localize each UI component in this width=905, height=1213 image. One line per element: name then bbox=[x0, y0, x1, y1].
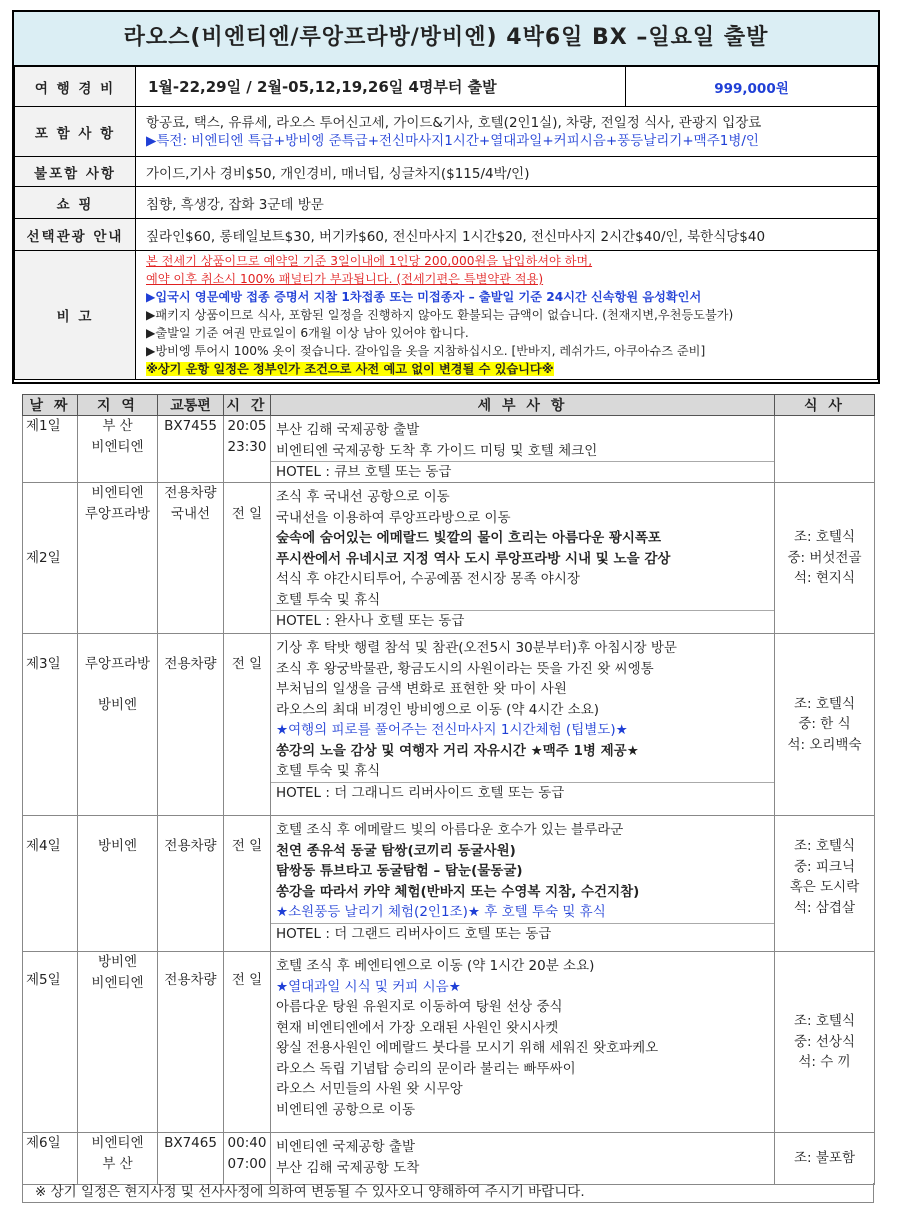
col-region: 지 역 bbox=[78, 395, 158, 416]
detail-line: 비엔티엔 공항으로 이동 bbox=[276, 1101, 415, 1118]
region: 루앙프라방 bbox=[84, 505, 151, 522]
travel-dates: 1월-22,29일 / 2월-05,12,19,26일 4명부터 출발 bbox=[136, 67, 626, 107]
col-date: 날 짜 bbox=[23, 395, 78, 416]
region: 방비엔 bbox=[97, 696, 138, 713]
detail-line: 기상 후 탁밧 행렬 참석 및 참관(오전5시 30분부터)후 아침시장 방문 bbox=[276, 640, 677, 656]
detail-line: ★여행의 피로를 풀어주는 전신마사지 1시간체험 (팁별도)★ bbox=[276, 722, 628, 738]
day-row bbox=[23, 816, 875, 952]
incl-label: 포 함 사 항 bbox=[15, 107, 136, 157]
transport: 국내선 bbox=[170, 505, 211, 522]
transport: 전용차량 bbox=[164, 485, 217, 501]
meal: 중: 피크닉 bbox=[793, 858, 855, 875]
meal: 중: 한 식 bbox=[798, 716, 851, 733]
day-row bbox=[23, 1133, 875, 1185]
detail-line: 호텔 투숙 및 휴식 bbox=[276, 591, 381, 608]
day-label: 제3일 bbox=[23, 634, 78, 816]
day-label: 제4일 bbox=[23, 816, 78, 952]
detail-line: 부산 김해 국제공항 출발 bbox=[276, 422, 420, 438]
hotel: HOTEL : 완사나 호텔 또는 동급 bbox=[271, 610, 774, 631]
info-box bbox=[12, 10, 880, 384]
detail-line: 왕실 전용사원인 에메랄드 붓다를 모시기 위해 세워진 왓호파케오 bbox=[276, 1040, 659, 1056]
opt-items: 짚라인$60, 롱테일보트$30, 버기카$60, 전신마사지 1시간$20, 전신마사지 2시간$40/인, 북한식당$40 bbox=[136, 219, 878, 251]
col-meal: 식 사 bbox=[775, 395, 875, 416]
meal: 석: 삼겹살 bbox=[793, 899, 855, 916]
meal: 혹은 도시락 bbox=[789, 879, 860, 895]
region: 비엔티엔 bbox=[91, 974, 144, 991]
transport: 전용차량 bbox=[158, 634, 224, 816]
detail-line: 국내선을 이용하여 루앙프라방으로 이동 bbox=[276, 509, 511, 526]
remark-change: ※상기 운항 일정은 정부인가 조건으로 사전 예고 없이 변경될 수 있습니다※ bbox=[146, 362, 554, 376]
footer-note: ※ 상기 일정은 현지사정 및 선사사정에 의하여 변동될 수 있사오니 양해하여 주시기 바랍니다. bbox=[22, 1183, 874, 1203]
remark-refund: ▶패키지 상품이므로 식사, 포함된 일정을 진행하지 않아도 환불되는 금액이 없습니다. (천재지변,우천등도불가) bbox=[146, 308, 734, 322]
col-time: 시 간 bbox=[224, 395, 271, 416]
meal: 석: 수 끼 bbox=[798, 1054, 851, 1071]
meal: 석: 오리백숙 bbox=[787, 736, 862, 753]
region: 부 산 bbox=[102, 418, 133, 434]
region: 방비엔 bbox=[97, 954, 138, 970]
detail-line: 호텔 조식 후 에메랄드 빛의 아름다운 호수가 있는 블루라군 bbox=[276, 822, 624, 838]
detail-line: 천연 종유석 동굴 탐쌍(코끼리 동굴사원) bbox=[276, 842, 516, 859]
time: 00:40 bbox=[227, 1135, 267, 1151]
info-table bbox=[14, 66, 878, 380]
meal: 중: 선상식 bbox=[793, 1033, 855, 1050]
remark-covid: ▶입국시 영문예방 접종 증명서 지참 1차접종 또는 미접종자 – 출발일 기준 24시간 신속항원 음성확인서 bbox=[146, 290, 702, 304]
time: 07:00 bbox=[227, 1155, 267, 1172]
day-label: 제2일 bbox=[23, 483, 78, 634]
region: 부 산 bbox=[102, 1155, 133, 1172]
page-title: 라오스(비엔티엔/루앙프라방/방비엔) 4박6일 BX –일요일 출발 bbox=[14, 12, 878, 66]
detail-line: 부처님의 일생을 금색 변화로 표현한 왓 마이 사원 bbox=[276, 681, 567, 697]
time: 전 일 bbox=[224, 634, 271, 816]
detail-line: 석식 후 야간시티투어, 수공예품 전시장 몽족 야시장 bbox=[276, 571, 580, 587]
incl-items: 항공료, 택스, 유류세, 라오스 투어신고세, 가이드&기사, 호텔(2인1실), 차량, 전일정 식사, 관광지 입장료 bbox=[146, 114, 762, 131]
region: 비엔티엔 bbox=[91, 485, 144, 501]
transport: BX7455 bbox=[158, 416, 224, 483]
meal: 중: 버섯전골 bbox=[787, 549, 862, 566]
time: 전 일 bbox=[224, 483, 271, 634]
excl-items: 가이드,기사 경비$50, 개인경비, 매너팁, 싱글차지($115/4박/인) bbox=[136, 157, 878, 187]
time: 20:05 bbox=[227, 418, 267, 434]
price: 999,000원 bbox=[626, 67, 878, 107]
time: 23:30 bbox=[227, 438, 267, 455]
detail-line: ★소원풍등 날리기 체험(2인1조)★ 후 호텔 투숙 및 휴식 bbox=[276, 904, 606, 920]
remark-label: 비 고 bbox=[15, 251, 136, 380]
time: 전 일 bbox=[224, 952, 271, 1133]
opt-label: 선택관광 안내 bbox=[15, 219, 136, 251]
remark-passport: ▶출발일 기준 여권 만료일이 6개월 이상 남아 있어야 합니다. bbox=[146, 326, 469, 340]
detail-line: 부산 김해 국제공항 도착 bbox=[276, 1159, 420, 1176]
excl-label: 불포함 사항 bbox=[15, 157, 136, 187]
detail-line: 현재 비엔티엔에서 가장 오래된 사원인 왓시사켓 bbox=[276, 1019, 559, 1036]
col-detail: 세 부 사 항 bbox=[271, 395, 775, 416]
shop-label: 쇼 핑 bbox=[15, 187, 136, 219]
incl-special: ▶특전: 비엔티엔 특급+방비엥 준특급+전신마사지1시간+열대과일+커피시음+풍등날리기+맥주1병/인 bbox=[146, 132, 759, 149]
detail-line: 조식 후 국내선 공항으로 이동 bbox=[276, 489, 450, 505]
detail-line: 탐쌍동 튜브타고 동굴탐험 – 탐눈(물동굴) bbox=[276, 863, 523, 879]
transport: 전용차량 bbox=[158, 816, 224, 952]
detail-line: 쏭강을 따라서 카약 체험(반바지 또는 수영복 지참, 수건지참) bbox=[276, 883, 640, 900]
detail-line: 조식 후 왕궁박물관, 황금도시의 사원이라는 뜻을 가진 왓 씨엥통 bbox=[276, 660, 654, 677]
meal: 조: 호텔식 bbox=[793, 838, 855, 854]
detail-line: 호텔 조식 후 베엔티엔으로 이동 (약 1시간 20분 소요) bbox=[276, 958, 595, 974]
col-transport: 교통편 bbox=[158, 395, 224, 416]
region: 루앙프라방 bbox=[84, 656, 151, 672]
schedule-table bbox=[22, 394, 875, 1185]
detail-line: 쏭강의 노을 감상 및 여행자 거리 자유시간 ★맥주 1병 제공★ bbox=[276, 742, 639, 759]
region: 비엔티엔 bbox=[91, 1135, 144, 1151]
remark-clothes: ▶방비엥 투어시 100% 옷이 젖습니다. 갈아입을 옷을 지참하십시오. [반바지, 레쉬가드, 아쿠아슈즈 준비] bbox=[146, 344, 706, 358]
day-label: 제1일 bbox=[23, 416, 78, 483]
detail-line: 비엔티엔 국제공항 출발 bbox=[276, 1139, 415, 1155]
day-row bbox=[23, 952, 875, 1133]
transport: 전용차량 bbox=[158, 952, 224, 1133]
day-row bbox=[23, 634, 875, 816]
region: 방비엔 bbox=[78, 816, 158, 952]
detail-line: 비엔티엔 국제공항 도착 후 가이드 미팅 및 호텔 체크인 bbox=[276, 442, 598, 459]
remark-deposit: 본 전세기 상품이므로 예약일 기준 3일이내에 1인당 200,000원을 납입하셔야 하며, bbox=[146, 254, 593, 268]
detail-line: 라오스 서민들의 사원 왓 시무앙 bbox=[276, 1081, 463, 1097]
detail-line: 숲속에 숨어있는 에메랄드 빛깔의 물이 흐리는 아름다운 꽝시폭포 bbox=[276, 530, 662, 546]
detail-line: ★열대과일 시식 및 커피 시음★ bbox=[276, 978, 461, 995]
shop-items: 침향, 흑생강, 잡화 3군데 방문 bbox=[136, 187, 878, 219]
meal: 조: 호텔식 bbox=[793, 529, 855, 546]
detail-line: 호텔 투숙 및 휴식 bbox=[276, 763, 381, 779]
day-label: 제5일 bbox=[23, 952, 78, 1133]
day-row bbox=[23, 483, 875, 634]
hotel: HOTEL : 더 그랜드 리버사이드 호텔 또는 동급 bbox=[271, 923, 774, 944]
region: 비엔티엔 bbox=[91, 438, 144, 455]
fee-label: 여 행 경 비 bbox=[15, 67, 136, 107]
transport: BX7465 bbox=[158, 1133, 224, 1185]
detail-line: 아름다운 탕원 유원지로 이동하여 탕원 선상 중식 bbox=[276, 999, 563, 1015]
meal: 석: 현지식 bbox=[793, 570, 855, 587]
hotel: HOTEL : 더 그래니드 리버사이드 호텔 또는 동급 bbox=[271, 782, 774, 803]
day-row bbox=[23, 416, 875, 483]
meal: 조: 호텔식 bbox=[793, 1013, 855, 1030]
hotel: HOTEL : 큐브 호텔 또는 동급 bbox=[271, 461, 774, 482]
meal: 조: 호텔식 bbox=[793, 695, 855, 712]
meal: 조: 불포함 bbox=[775, 1133, 875, 1185]
remark-penalty: 예약 이후 취소시 100% 패널티가 부과됩니다. (전세기편은 특별약관 적용) bbox=[146, 272, 544, 286]
detail-line: 라오스 독립 기념탑 승리의 문이라 불리는 빠뚜싸이 bbox=[276, 1060, 576, 1077]
detail-line: 푸시싼에서 유네시코 지정 역사 도시 루앙프라방 시내 및 노을 감상 bbox=[276, 550, 671, 567]
detail-line: 라오스의 최대 비경인 방비엥으로 이동 (약 4시간 소요) bbox=[276, 701, 600, 718]
time: 전 일 bbox=[224, 816, 271, 952]
day-label: 제6일 bbox=[23, 1133, 78, 1185]
